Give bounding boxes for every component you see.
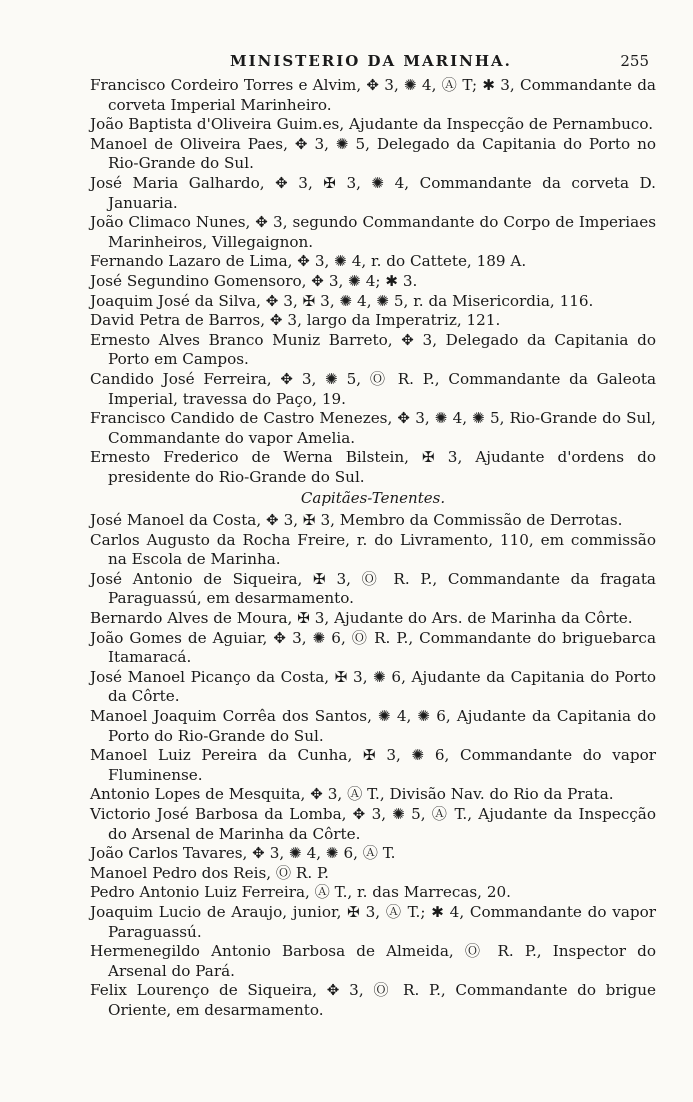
list-item: Francisco Candido de Castro Menezes, ✥ 3, ✺ 4, ✺ 5, Rio-Grande do Sul, Commandante do vapor Amelia.	[90, 409, 656, 447]
list-item: Manoel Luiz Pereira da Cunha, ✠ 3, ✺ 6, Commandante do vapor Fluminense.	[90, 746, 656, 784]
list-item: Antonio Lopes de Mesquita, ✥ 3, Ⓐ T., Divisão Nav. do Rio da Prata.	[90, 785, 614, 804]
list-item: Manoel Joaquim Corrêa dos Santos, ✺ 4, ✺ 6, Ajudante da Capitania do Porto do Rio-Grande do Sul.	[90, 707, 656, 745]
list-item: José Manoel da Costa, ✥ 3, ✠ 3, Membro da Commissão de Derrotas.	[90, 511, 623, 530]
list-item: Candido José Ferreira, ✥ 3, ✺ 5, Ⓞ R. P., Commandante da Galeota Imperial, travessa do Paço, 19.	[90, 369, 656, 408]
list-item: Victorio José Barbosa da Lomba, ✥ 3, ✺ 5, Ⓐ T., Ajudante da Inspecção do Arsenal de Marinha da Côrte.	[90, 804, 656, 843]
list-item: João Baptista d'Oliveira Guim.es, Ajudante da Inspecção de Pernambuco.	[90, 115, 654, 134]
officer-list	[90, 76, 656, 1021]
page-header	[0, 52, 693, 74]
list-item: Bernardo Alves de Moura, ✠ 3, Ajudante do Ars. de Marinha da Côrte.	[90, 609, 633, 628]
list-item: Carlos Augusto da Rocha Freire, r. do Livramento, 110, em commissão na Escola de Marinha.	[90, 530, 656, 569]
list-item: João Carlos Tavares, ✥ 3, ✺ 4, ✺ 6, Ⓐ T.	[90, 844, 396, 863]
running-title: MINISTERIO DA MARINHA.	[230, 52, 512, 70]
list-item: Manoel Pedro dos Reis, Ⓞ R. P.	[90, 863, 329, 882]
list-item: João Gomes de Aguiar, ✥ 3, ✺ 6, Ⓞ R. P., Commandante do briguebarca Itamaracá.	[90, 628, 656, 667]
list-item: João Climaco Nunes, ✥ 3, segundo Commandante do Corpo de Imperiaes Marinheiros, Villegaignon.	[90, 213, 656, 251]
list-item: David Petra de Barros, ✥ 3, largo da Imperatriz, 121.	[90, 311, 501, 330]
list-item: Joaquim Lucio de Araujo, junior, ✠ 3, Ⓐ T.; ✱ 4, Commandante do vapor Paraguassú.	[90, 902, 656, 941]
list-item: Hermenegildo Antonio Barbosa de Almeida, Ⓞ R. P., Inspector do Arsenal do Pará.	[90, 942, 656, 980]
list-item: José Segundino Gomensoro, ✥ 3, ✺ 4; ✱ 3.	[90, 271, 418, 290]
list-item: José Maria Galhardo, ✥ 3, ✠ 3, ✺ 4, Commandante da corveta D. Januaria.	[90, 173, 656, 212]
list-item: Fernando Lazaro de Lima, ✥ 3, ✺ 4, r. do Cattete, 189 A.	[90, 252, 527, 271]
list-item: José Antonio de Siqueira, ✠ 3, Ⓞ R. P., Commandante da fragata Paraguassú, em desarmamento.	[90, 569, 656, 608]
list-item: Pedro Antonio Luiz Ferreira, Ⓐ T., r. das Marrecas, 20.	[90, 883, 511, 902]
section-heading: Capitães-Tenentes.	[300, 489, 446, 508]
list-item: José Manoel Picanço da Costa, ✠ 3, ✺ 6, Ajudante da Capitania do Porto da Côrte.	[90, 667, 656, 706]
list-item: Ernesto Alves Branco Muniz Barreto, ✥ 3, Delegado da Capitania do Porto em Campos.	[90, 330, 656, 369]
list-item: Francisco Cordeiro Torres e Alvim, ✥ 3, ✺ 4, Ⓐ T; ✱ 3, Commandante da corveta Imperial Marinheiro.	[90, 76, 656, 114]
page-number: 255	[620, 52, 649, 70]
list-item: Manoel de Oliveira Paes, ✥ 3, ✺ 5, Delegado da Capitania do Porto no Rio-Grande do Sul.	[90, 134, 656, 173]
list-item: Joaquim José da Silva, ✥ 3, ✠ 3, ✺ 4, ✺ 5, r. da Misericordia, 116.	[90, 291, 594, 310]
list-item: Felix Lourenço de Siqueira, ✥ 3, Ⓞ R. P., Commandante do brigue Oriente, em desarmamento.	[90, 981, 656, 1019]
list-item: Ernesto Frederico de Werna Bilstein, ✠ 3, Ajudante d'ordens do presidente do Rio-Grande do Sul.	[90, 448, 656, 486]
